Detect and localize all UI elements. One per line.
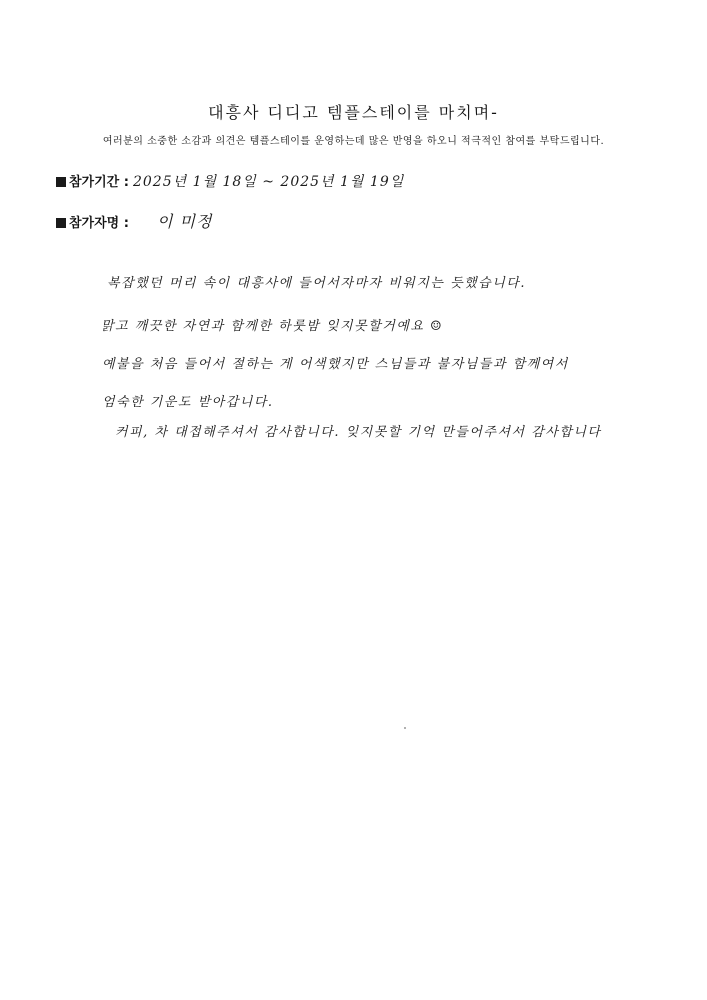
name-label: 참가자명 : (69, 216, 129, 231)
comment-line: 엄숙한 기운도 받아갑니다. (102, 395, 274, 410)
period-label: 참가기간 : (69, 175, 129, 190)
square-bullet-icon (56, 177, 66, 187)
square-bullet-icon (56, 218, 66, 228)
name-value: 이 미정 (156, 212, 213, 231)
comment-line: 맑고 깨끗한 자연과 함께한 하룻밤 잊지못할거예요 ☺ (101, 319, 444, 334)
form-subtitle: 여러분의 소중한 소감과 의견은 템플스테이를 운영하는데 많은 반영을 하오니 적극적인 참여를 부탁드립니다. (102, 136, 605, 147)
form-title: 대흥사 디디고 템플스테이를 마치며- (208, 103, 499, 122)
name-field (56, 209, 212, 232)
comment-line: 복잡했던 머리 속이 대흥사에 들어서자마자 비워지는 듯했습니다. (107, 276, 526, 291)
comment-line: 예불을 처음 들어서 절하는 게 어색했지만 스님들과 불자님들과 함께여서 (102, 357, 569, 372)
period-field (56, 171, 404, 191)
comment-line: 커피, 차 대접해주셔서 감사합니다. 잊지못할 기억 만들어주셔서 감사합니다 (115, 425, 602, 440)
stray-mark (404, 727, 406, 729)
period-value: 2025년 1월 18일 ~ 2025년 1월 19일 (132, 174, 405, 190)
